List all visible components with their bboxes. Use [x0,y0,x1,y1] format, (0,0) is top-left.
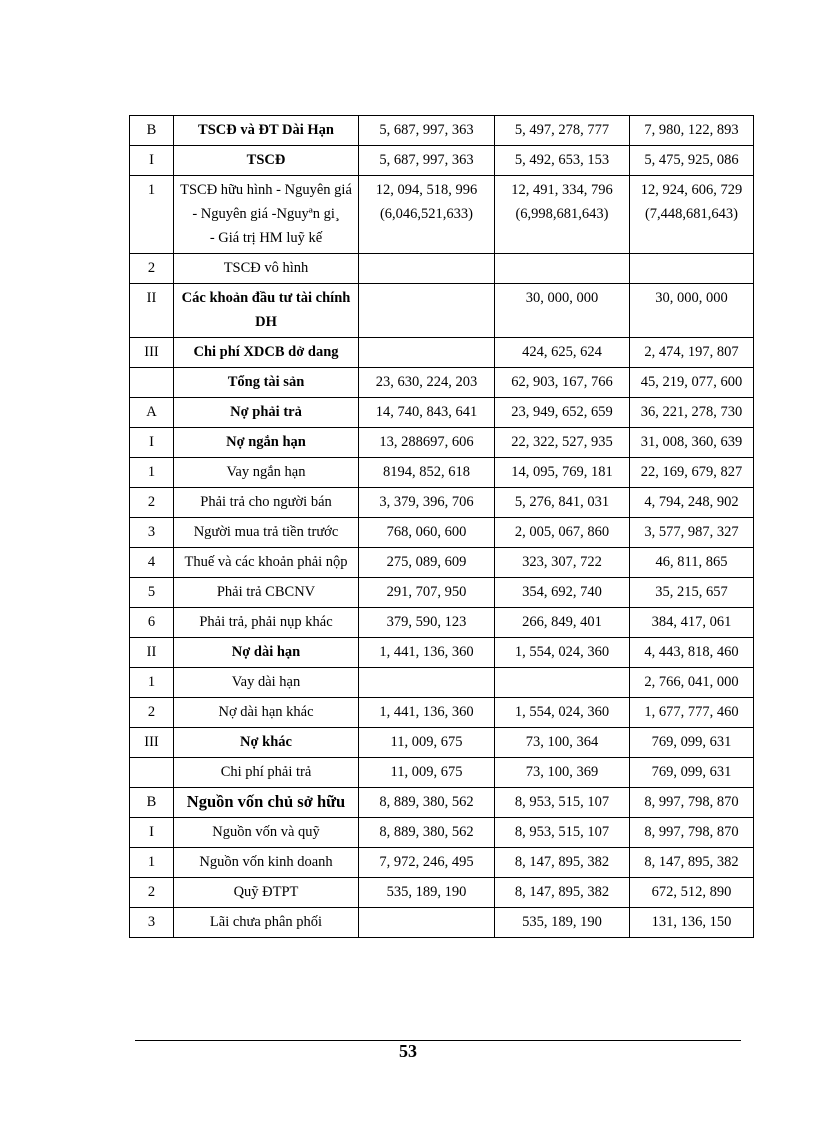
table-row [130,818,754,848]
value-col-2-cell: 30, 000, 000 [495,284,630,338]
table-row [130,338,754,368]
item-name-cell: TSCĐ [174,146,359,176]
value-col-1-cell: 291, 707, 950 [359,578,495,608]
value-col-3-cell: 672, 512, 890 [630,878,754,908]
value-col-3-cell: 31, 008, 360, 639 [630,428,754,458]
table-row [130,548,754,578]
item-name-cell: Vay dài hạn [174,668,359,698]
value-col-3-cell: 384, 417, 061 [630,608,754,638]
item-name-cell: Phải trả, phải nụp khác [174,608,359,638]
item-name-cell: Các khoản đầu tư tài chính DH [174,284,359,338]
value-col-1-cell: 535, 189, 190 [359,878,495,908]
table-row [130,608,754,638]
row-number-cell: 2 [130,488,174,518]
value-col-2-cell: 12, 491, 334, 796 (6,998,681,643) [495,176,630,254]
value-col-1-cell [359,908,495,938]
value-col-2-cell: 8, 147, 895, 382 [495,848,630,878]
value-col-3-cell: 46, 811, 865 [630,548,754,578]
value-col-1-cell: 7, 972, 246, 495 [359,848,495,878]
value-col-3-cell: 131, 136, 150 [630,908,754,938]
value-col-2-cell: 8, 953, 515, 107 [495,788,630,818]
row-number-cell: 5 [130,578,174,608]
value-col-2-cell: 5, 497, 278, 777 [495,116,630,146]
value-col-1-cell: 1, 441, 136, 360 [359,698,495,728]
value-col-2-cell: 2, 005, 067, 860 [495,518,630,548]
value-col-3-cell: 8, 147, 895, 382 [630,848,754,878]
table-row [130,254,754,284]
value-col-3-cell: 769, 099, 631 [630,728,754,758]
row-number-cell: 3 [130,908,174,938]
value-col-2-cell: 1, 554, 024, 360 [495,698,630,728]
value-col-2-cell [495,668,630,698]
row-number-cell: 2 [130,698,174,728]
value-col-3-cell: 769, 099, 631 [630,758,754,788]
item-name-cell: Nợ dài hạn khác [174,698,359,728]
item-name-cell: Lãi chưa phân phối [174,908,359,938]
row-number-cell: 2 [130,878,174,908]
table-row [130,668,754,698]
value-col-1-cell: 8194, 852, 618 [359,458,495,488]
value-col-2-cell: 354, 692, 740 [495,578,630,608]
value-col-2-cell: 73, 100, 364 [495,728,630,758]
value-col-3-cell: 3, 577, 987, 327 [630,518,754,548]
item-name-cell: Phải trả cho người bán [174,488,359,518]
item-name-cell: Nợ dài hạn [174,638,359,668]
value-col-3-cell: 45, 219, 077, 600 [630,368,754,398]
table-row [130,848,754,878]
value-col-1-cell: 768, 060, 600 [359,518,495,548]
value-col-1-cell [359,668,495,698]
value-col-1-cell [359,338,495,368]
value-col-1-cell [359,284,495,338]
value-col-2-cell: 22, 322, 527, 935 [495,428,630,458]
item-name-cell: Nợ khác [174,728,359,758]
value-col-2-cell: 14, 095, 769, 181 [495,458,630,488]
value-col-1-cell: 5, 687, 997, 363 [359,146,495,176]
item-name-cell: Nợ phải trả [174,398,359,428]
value-col-3-cell: 8, 997, 798, 870 [630,788,754,818]
item-name-cell: Vay ngắn hạn [174,458,359,488]
item-name-cell: Tổng tài sản [174,368,359,398]
value-col-1-cell: 13, 288697, 606 [359,428,495,458]
row-number-cell: 1 [130,458,174,488]
value-col-3-cell: 2, 474, 197, 807 [630,338,754,368]
value-col-1-cell: 11, 009, 675 [359,728,495,758]
row-number-cell: I [130,146,174,176]
row-number-cell: 1 [130,176,174,254]
row-number-cell: 1 [130,668,174,698]
table-row [130,428,754,458]
value-col-1-cell: 12, 094, 518, 996 (6,046,521,633) [359,176,495,254]
item-name-cell: Chi phí XDCB dở dang [174,338,359,368]
table-row [130,398,754,428]
row-number-cell: III [130,728,174,758]
item-name-cell: Nguồn vốn kinh doanh [174,848,359,878]
table-row [130,146,754,176]
row-number-cell: A [130,398,174,428]
table-row [130,758,754,788]
row-number-cell: B [130,116,174,146]
row-number-cell: III [130,338,174,368]
table-row [130,908,754,938]
value-col-3-cell: 30, 000, 000 [630,284,754,338]
value-col-1-cell: 23, 630, 224, 203 [359,368,495,398]
value-col-1-cell: 14, 740, 843, 641 [359,398,495,428]
value-col-2-cell: 62, 903, 167, 766 [495,368,630,398]
item-name-cell: TSCĐ và ĐT Dài Hạn [174,116,359,146]
value-col-2-cell: 23, 949, 652, 659 [495,398,630,428]
value-col-1-cell: 275, 089, 609 [359,548,495,578]
value-col-2-cell: 424, 625, 624 [495,338,630,368]
value-col-3-cell: 5, 475, 925, 086 [630,146,754,176]
item-name-cell: Chi phí phải trả [174,758,359,788]
value-col-3-cell: 2, 766, 041, 000 [630,668,754,698]
table-row [130,788,754,818]
row-number-cell: I [130,428,174,458]
page-number: 53 [399,1041,417,1061]
item-name-cell: TSCĐ vô hình [174,254,359,284]
value-col-2-cell: 1, 554, 024, 360 [495,638,630,668]
row-number-cell: II [130,638,174,668]
row-number-cell: 1 [130,848,174,878]
row-number-cell: 4 [130,548,174,578]
value-col-2-cell: 5, 492, 653, 153 [495,146,630,176]
value-col-2-cell: 8, 953, 515, 107 [495,818,630,848]
value-col-1-cell: 8, 889, 380, 562 [359,788,495,818]
value-col-1-cell: 3, 379, 396, 706 [359,488,495,518]
value-col-2-cell: 535, 189, 190 [495,908,630,938]
table-row [130,728,754,758]
value-col-3-cell [630,254,754,284]
table-row [130,368,754,398]
value-col-3-cell: 1, 677, 777, 460 [630,698,754,728]
row-number-cell: 2 [130,254,174,284]
value-col-3-cell: 8, 997, 798, 870 [630,818,754,848]
value-col-3-cell: 36, 221, 278, 730 [630,398,754,428]
value-col-1-cell: 1, 441, 136, 360 [359,638,495,668]
row-number-cell: 6 [130,608,174,638]
value-col-3-cell: 12, 924, 606, 729 (7,448,681,643) [630,176,754,254]
table-row [130,518,754,548]
value-col-1-cell [359,254,495,284]
row-number-cell: I [130,818,174,848]
row-number-cell [130,758,174,788]
value-col-2-cell: 266, 849, 401 [495,608,630,638]
item-name-cell: Nợ ngắn hạn [174,428,359,458]
row-number-cell: B [130,788,174,818]
value-col-2-cell: 5, 276, 841, 031 [495,488,630,518]
table-row [130,116,754,146]
table-row [130,458,754,488]
value-col-2-cell: 8, 147, 895, 382 [495,878,630,908]
value-col-1-cell: 8, 889, 380, 562 [359,818,495,848]
item-name-cell: Thuế và các khoản phải nộp [174,548,359,578]
item-name-cell: Nguồn vốn và quỹ [174,818,359,848]
item-name-cell: Nguồn vốn chủ sở hữu [174,788,359,818]
value-col-3-cell: 35, 215, 657 [630,578,754,608]
item-name-cell: Phải trả CBCNV [174,578,359,608]
item-name-cell: Quỹ ĐTPT [174,878,359,908]
row-number-cell: II [130,284,174,338]
value-col-1-cell: 11, 009, 675 [359,758,495,788]
table-row [130,698,754,728]
item-name-cell: Người mua trả tiền trước [174,518,359,548]
item-name-cell: TSCĐ hữu hình - Nguyên giá - Nguyên giá -Nguyªn gi¸ - Giá trị HM luỹ kế [174,176,359,254]
value-col-1-cell: 5, 687, 997, 363 [359,116,495,146]
table-row [130,284,754,338]
value-col-2-cell: 323, 307, 722 [495,548,630,578]
balance-sheet-body [130,116,754,938]
table-row [130,638,754,668]
value-col-3-cell: 4, 794, 248, 902 [630,488,754,518]
row-number-cell: 3 [130,518,174,548]
value-col-2-cell: 73, 100, 369 [495,758,630,788]
value-col-3-cell: 4, 443, 818, 460 [630,638,754,668]
value-col-1-cell: 379, 590, 123 [359,608,495,638]
value-col-3-cell: 7, 980, 122, 893 [630,116,754,146]
table-row [130,488,754,518]
value-col-2-cell [495,254,630,284]
value-col-3-cell: 22, 169, 679, 827 [630,458,754,488]
table-row [130,878,754,908]
balance-sheet-table [129,115,754,938]
row-number-cell [130,368,174,398]
table-row [130,176,754,254]
table-row [130,578,754,608]
